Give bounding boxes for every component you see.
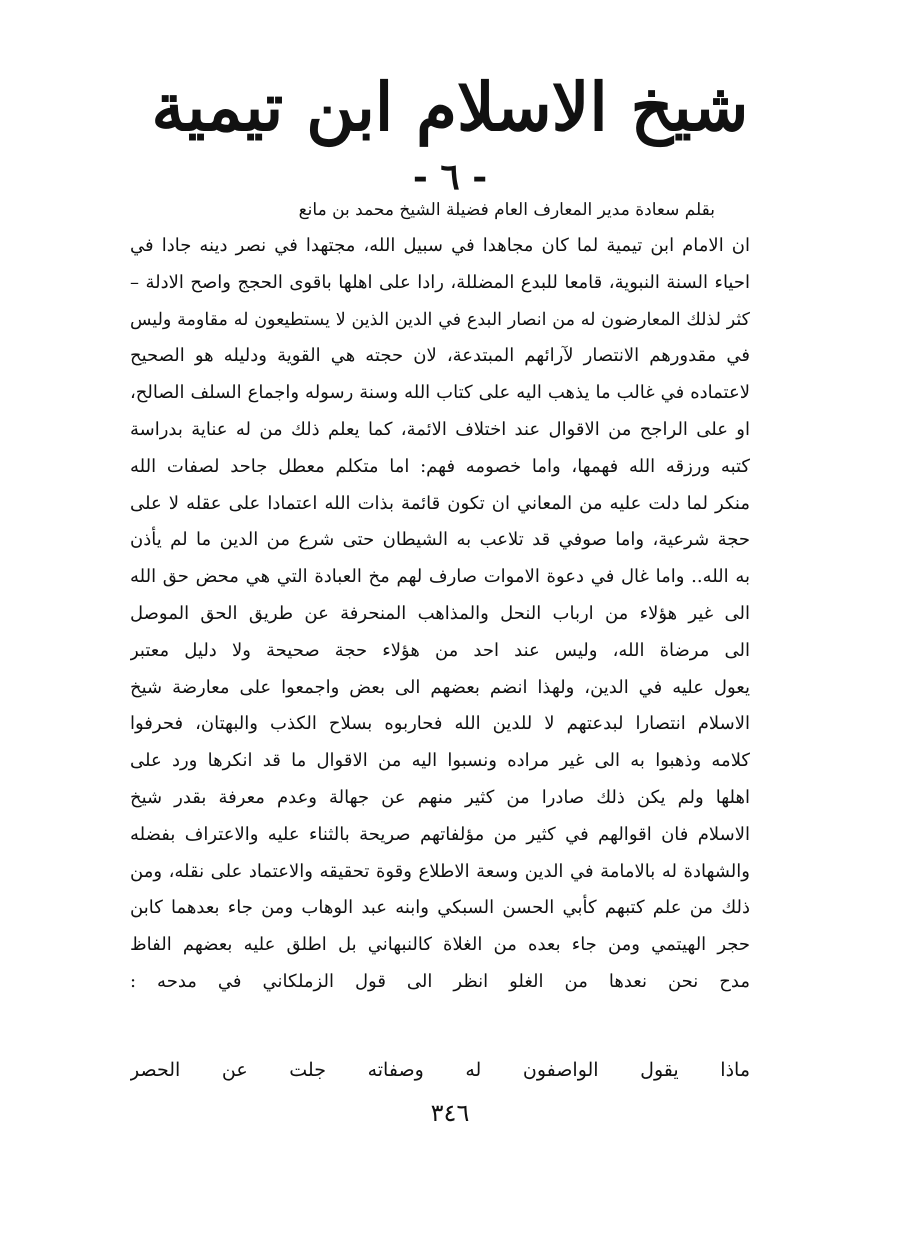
text-line: به الله.. واما غال في دعوة الاموات صارف لهم مخ العبادة التي هي محض حق الله [130,566,750,588]
page-number: ٣٤٦ [430,1099,470,1127]
text-line: الى مرضاة الله، وليس عند احد من هؤلاء حجة صحيحة ولا دليل معتبر [130,639,750,661]
text-line: مدح نحن نعدها من الغلو انظر الى قول الزملكاني في مدحه : [130,970,750,992]
part-number: - ٦ - [412,156,488,198]
author-byline: بقلم سعادة مدير المعارف العام فضيلة الشيخ محمد بن مانع [298,200,715,220]
text-line: احياء السنة النبوية، قامعا للبدع المضللة، رادا على اهلها باقوى الحجج واصح الادلة – [130,271,750,293]
text-line: الى غير هؤلاء من ارباب النحل والمذاهب المنحرفة عن طريق الحق الموصل [130,602,750,624]
text-line: او على الراجح من الاقوال عند اختلاف الائمة، كما يعلم ذلك من له عناية بدراسة [130,418,750,440]
text-line: يعول عليه في الدين، ولهذا انضم بعضهم الى بعض واجمعوا على معارضة شيخ [130,676,750,698]
text-line: والشهادة له بالامامة في الدين وسعة الاطلاع وقوة تحقيقه والاعتماد على نقله، ومن [130,860,750,882]
text-line: كثر لذلك المعارضون له من انصار البدع في الدين الذين لا يستطيعون له مقاومة وليس [130,309,750,330]
page-title: شيخ الاسلام ابن تيمية [151,68,749,146]
body-text [130,228,750,1001]
text-line: لاعتماده في غالب ما يذهب اليه على كتاب الله وسنة رسوله واجماع السلف الصالح، [130,382,750,404]
text-line: الاسلام فان اقوالهم في كثير من مؤلفاتهم صريحة بالثناء عليه والاعتراف بفضله [130,823,750,845]
poem-verse: ماذا يقول الواصفون له وصفاته جلت عن الحصر [130,1059,750,1081]
text-line: اهلها ولم يكن ذلك صادرا من كثير منهم عن جهالة وعدم معرفة بقدر شيخ [130,786,750,808]
text-line: حجر الهيتمي ومن جاء بعده من الغلاة كالنبهاني بل اطلق عليه بعضهم الفاظ [130,934,750,956]
text-line: كلامه وذهبوا به الى غير مراده ونسبوا اليه من الاقوال ما قد انكرها ورد على [130,750,750,772]
text-line: حجة شرعية، واما صوفي قد تلاعب به الشيطان حتى شرع من الدين ما لم يأذن [130,529,750,551]
text-line: في مقدورهم الانتصار لآرائهم المبتدعة، لان حجته هي القوية ودليله هو الصحيح [130,345,750,367]
text-line: ان الامام ابن تيمية لما كان مجاهدا في سبيل الله، مجتهدا في نصر دينه جادا في [130,235,750,256]
text-line: ذلك من علم كتبهم كأبي الحسن السبكي وابنه عبد الوهاب ومن جاء بعدهما كابن [130,897,750,919]
text-line: الاسلام انتصارا لبدعتهم لا للدين الله فحاربوه بسلاح الكذب والبهتان، فحرفوا [130,713,750,735]
text-line: منكر لما دلت عليه من المعاني ان تكون قائمة بذات الله اعتمادا على عقله لا على [130,492,750,514]
text-line: كتبه ورزقه الله فهمها، واما خصومه فهم: اما متكلم معطل جاحد لصفات الله [130,455,750,477]
